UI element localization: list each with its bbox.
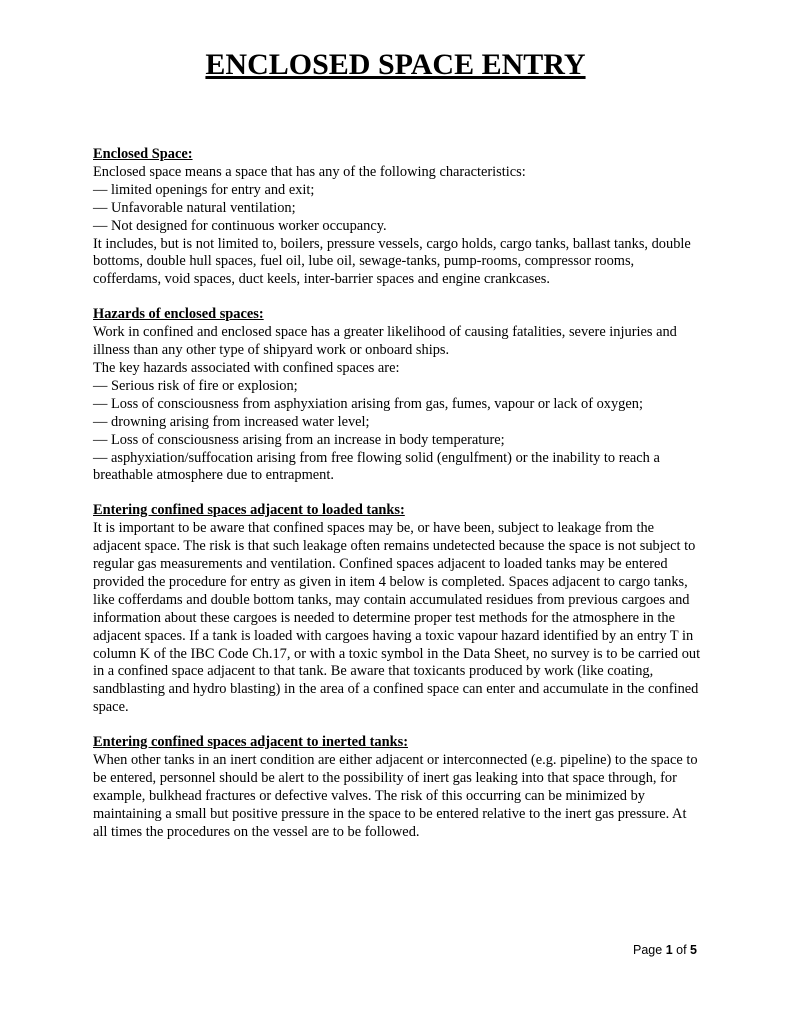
section-heading: Entering confined spaces adjacent to loaded tanks: bbox=[93, 502, 405, 519]
section-loaded-tanks bbox=[93, 502, 703, 717]
section-enclosed-space bbox=[93, 146, 703, 289]
list-item: — Loss of consciousness arising from an increase in body temperature; bbox=[93, 432, 703, 450]
section-intro-2: The key hazards associated with confined spaces are: bbox=[93, 359, 400, 376]
page-label: Page bbox=[633, 943, 663, 957]
section-paragraph: It is important to be aware that confined spaces may be, or have been, subject to leakage from the adjacent space. The risk is that such leakage often remains undetected because the space is not subject to regular gas measurements and ventilation. Confined spaces adjacent to loaded tanks may be entered provided the procedure for entry as given in item 4 below is completed. Spaces adjacent to cargo tanks, like cofferdams and double bottom tanks, may contain accumulated residues from previous cargoes and information about these cargoes is needed to determine proper test methods for the atmosphere in the adjacent spaces. If a tank is loaded with cargoes having a toxic vapour hazard identified by an entry T in column K of the IBC Code Ch.17, or with a toxic symbol in the Data Sheet, no survey is to be carried out in a confined space adjacent to that tank. Be aware that toxicants produced by work (like coating, sandblasting and hydro blasting) in the area of a confined space can enter and accumulate in the confined space. bbox=[93, 520, 701, 716]
list-item: — Serious risk of fire or explosion; bbox=[93, 378, 703, 396]
section-paragraph: It includes, but is not limited to, boilers, pressure vessels, cargo holds, cargo tanks, ballast tanks, double bottoms, double hull spaces, fuel oil, lube oil, sewage-tanks, pump-rooms, compressor rooms, cofferdams, void spaces, duct keels, inter-barrier spaces and engine crankcases. bbox=[93, 235, 691, 288]
section-intro: Work in confined and enclosed space has a greater likelihood of causing fatalities, severe injuries and illness than any other type of shipyard work or onboard ships. bbox=[93, 324, 677, 359]
list-item: — Loss of consciousness from asphyxiation arising from gas, fumes, vapour or lack of oxygen; bbox=[93, 396, 703, 414]
list-item: — drowning arising from increased water level; bbox=[93, 414, 703, 432]
section-inerted-tanks bbox=[93, 734, 703, 841]
section-heading: Hazards of enclosed spaces: bbox=[93, 306, 264, 323]
total-pages: 5 bbox=[690, 943, 697, 957]
section-paragraph: When other tanks in an inert condition are either adjacent or interconnected (e.g. pipeline) to the space to be entered, personnel should be alert to the possibility of inert gas leaking into that space through, for example, bulkhead fractures or defective valves. The risk of this occurring can be minimized by maintaining a small but positive pressure in the space to be entered relative to the inert gas pressure. At all times the procedures on the vessel are to be followed. bbox=[93, 752, 698, 840]
page-title: ENCLOSED SPACE ENTRY bbox=[205, 48, 586, 81]
page-number bbox=[633, 943, 697, 957]
page-of-label: of bbox=[676, 943, 687, 957]
section-hazards bbox=[93, 306, 703, 485]
document-body bbox=[93, 146, 703, 859]
list-item: — Not designed for continuous worker occupancy. bbox=[93, 218, 703, 236]
current-page: 1 bbox=[665, 943, 673, 957]
list-item: — limited openings for entry and exit; bbox=[93, 182, 703, 200]
section-intro: Enclosed space means a space that has any of the following characteristics: bbox=[93, 163, 526, 180]
section-heading: Enclosed Space: bbox=[93, 146, 193, 162]
section-heading: Entering confined spaces adjacent to inerted tanks: bbox=[93, 734, 408, 751]
list-item: — Unfavorable natural ventilation; bbox=[93, 200, 703, 218]
list-item: — asphyxiation/suffocation arising from free flowing solid (engulfment) or the inability to reach a breathable atmosphere due to entrapment. bbox=[93, 450, 703, 486]
